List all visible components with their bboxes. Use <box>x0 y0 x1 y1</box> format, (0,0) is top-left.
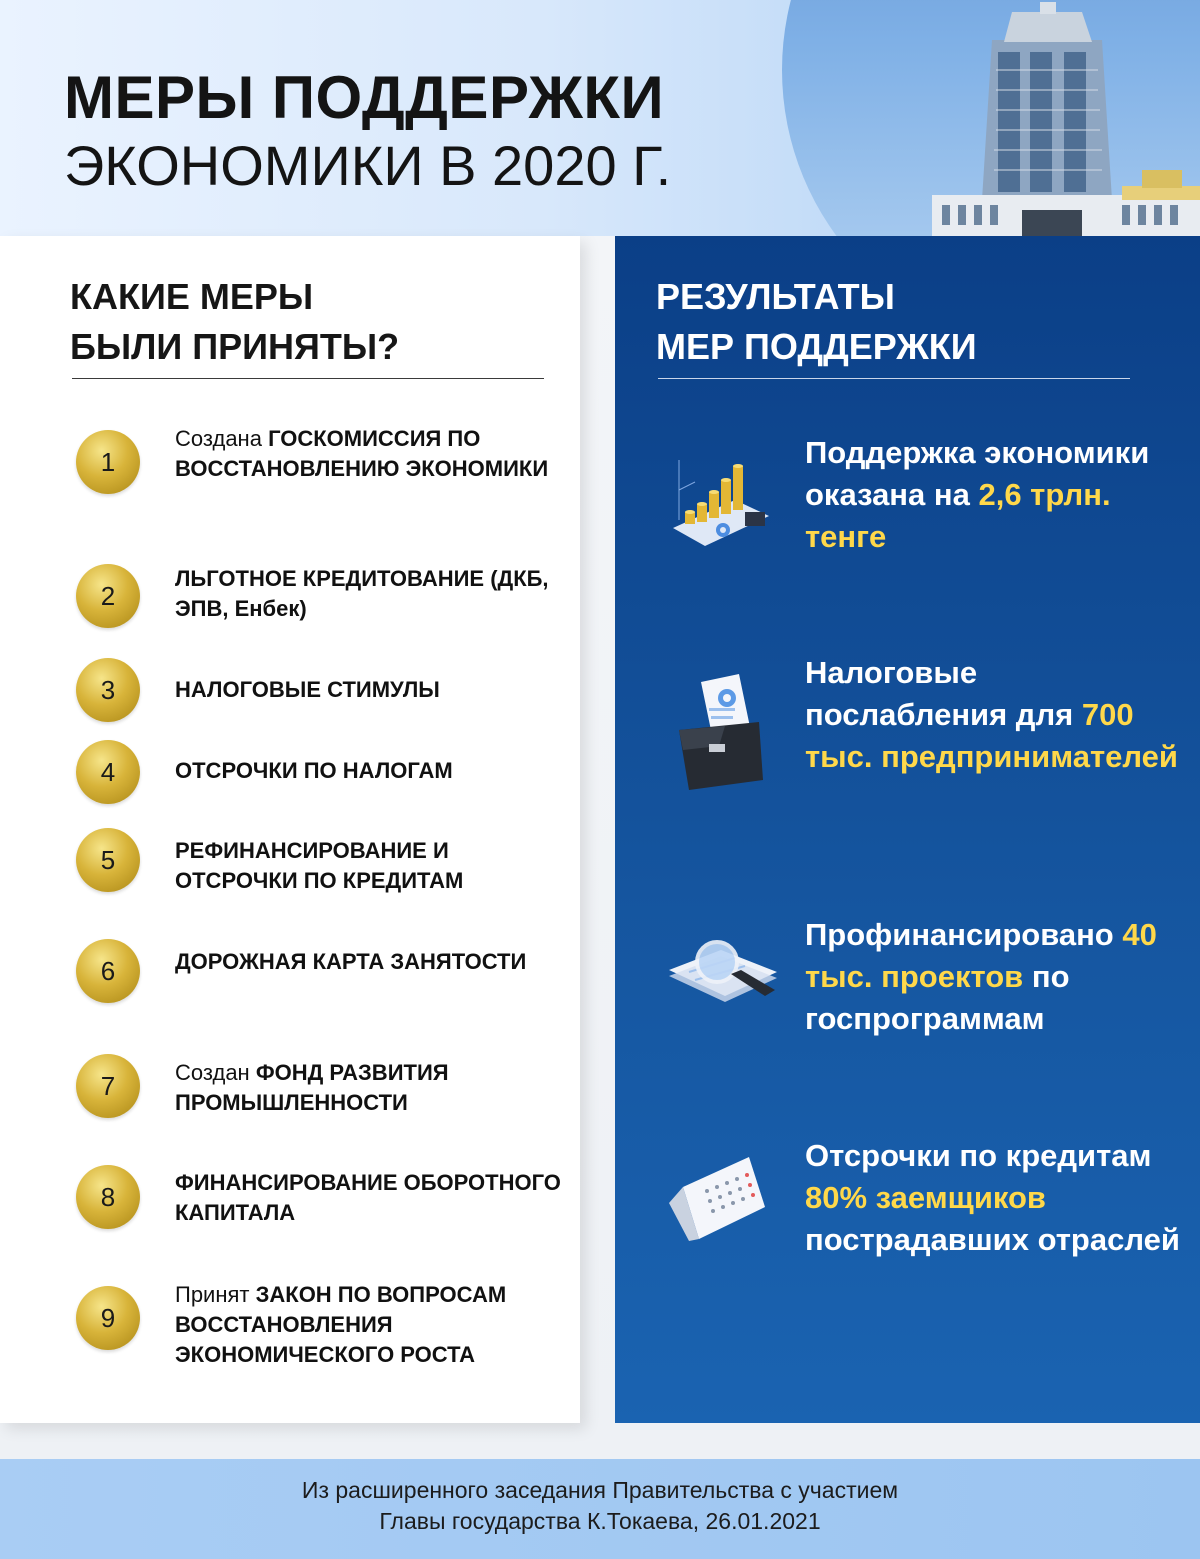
measure-number-badge: 5 <box>76 828 140 892</box>
measure-title: ФОНД РАЗВИТИЯ ПРОМЫШЛЕННОСТИ <box>175 1060 449 1115</box>
measure-number-badge: 2 <box>76 564 140 628</box>
measure-number-badge: 1 <box>76 430 140 494</box>
briefcase-documents-icon <box>665 672 775 792</box>
measures-heading-line2: БЫЛИ ПРИНЯТЫ? <box>70 326 400 367</box>
result-highlight: 40 тыс. проектов <box>805 917 1157 994</box>
result-highlight: 80% заемщиков <box>805 1180 1046 1215</box>
measures-heading-line1: КАКИЕ МЕРЫ <box>70 276 314 317</box>
result-text <box>805 1135 1185 1261</box>
results-heading-line2: МЕР ПОДДЕРЖКИ <box>656 326 977 367</box>
measure-number-badge: 4 <box>76 740 140 804</box>
title-block <box>64 66 671 198</box>
measure-text <box>175 675 565 705</box>
measure-title: РЕФИНАНСИРОВАНИЕ И ОТСРОЧКИ ПО КРЕДИТАМ <box>175 838 464 893</box>
measure-title: ЛЬГОТНОЕ КРЕДИТОВАНИЕ (ДКБ, ЭПВ, Енбек) <box>175 566 549 621</box>
measure-number-badge: 3 <box>76 658 140 722</box>
measures-heading <box>70 272 399 372</box>
measure-prefix: Создана <box>175 426 269 451</box>
result-label-after: пострадавших отраслей <box>805 1222 1180 1257</box>
footer-line1: Из расширенного заседания Правительства с участием <box>301 1477 899 1503</box>
government-building-illustration <box>782 0 1200 236</box>
page-subtitle: ЭКОНОМИКИ В 2020 Г. <box>64 134 672 197</box>
chart-coins-icon <box>665 450 775 550</box>
measure-number-badge: 8 <box>76 1165 140 1229</box>
measure-title: ФИНАНСИРОВАНИЕ ОБОРОТНОГО КАПИТАЛА <box>175 1170 561 1225</box>
measure-title: ГОСКОМИССИЯ ПО ВОССТАНОВЛЕНИЮ ЭКОНОМИКИ <box>175 426 549 481</box>
magnifier-documents-icon <box>665 928 785 1018</box>
measures-panel <box>0 236 580 1423</box>
result-text <box>805 432 1185 558</box>
measure-prefix: Создан <box>175 1060 256 1085</box>
result-text <box>805 652 1185 778</box>
measure-title: НАЛОГОВЫЕ СТИМУЛЫ <box>175 677 440 702</box>
measure-text <box>175 756 565 786</box>
results-heading <box>656 272 977 372</box>
measure-text <box>175 1280 565 1370</box>
result-text <box>805 914 1185 1040</box>
measure-prefix: Принят <box>175 1282 256 1307</box>
result-highlight: 2,6 трлн. тенге <box>805 477 1111 554</box>
measure-text <box>175 1058 565 1118</box>
result-highlight: 700 тыс. предпринимателей <box>805 697 1178 774</box>
calendar-icon <box>665 1155 785 1245</box>
header-banner <box>0 0 1200 236</box>
result-label-after: по госпрограммам <box>805 959 1070 1036</box>
measure-number-badge: 7 <box>76 1054 140 1118</box>
page-title: МЕРЫ ПОДДЕРЖКИ <box>64 64 665 131</box>
result-label: Профинансировано <box>805 917 1123 952</box>
measure-text <box>175 564 565 624</box>
footer-source <box>0 1475 1200 1537</box>
results-heading-line1: РЕЗУЛЬТАТЫ <box>656 276 895 317</box>
measure-text <box>175 424 565 484</box>
measure-title: ЗАКОН ПО ВОПРОСАМ ВОССТАНОВЛЕНИЯ ЭКОНОМИЧЕСКОГО РОСТА <box>175 1282 507 1367</box>
result-label: Поддержка экономики оказана на <box>805 435 1150 512</box>
measure-number-badge: 9 <box>76 1286 140 1350</box>
results-divider <box>658 378 1130 379</box>
measures-divider <box>72 378 544 379</box>
result-label: Отсрочки по кредитам <box>805 1138 1152 1173</box>
result-label: Налоговые послабления для <box>805 655 1082 732</box>
measure-text <box>175 947 565 977</box>
measure-text <box>175 1168 565 1228</box>
measure-number-badge: 6 <box>76 939 140 1003</box>
measure-title: ДОРОЖНАЯ КАРТА ЗАНЯТОСТИ <box>175 949 527 974</box>
measure-title: ОТСРОЧКИ ПО НАЛОГАМ <box>175 758 453 783</box>
footer-line2: Главы государства К.Токаева, 26.01.2021 <box>379 1508 821 1534</box>
measure-text <box>175 836 565 896</box>
